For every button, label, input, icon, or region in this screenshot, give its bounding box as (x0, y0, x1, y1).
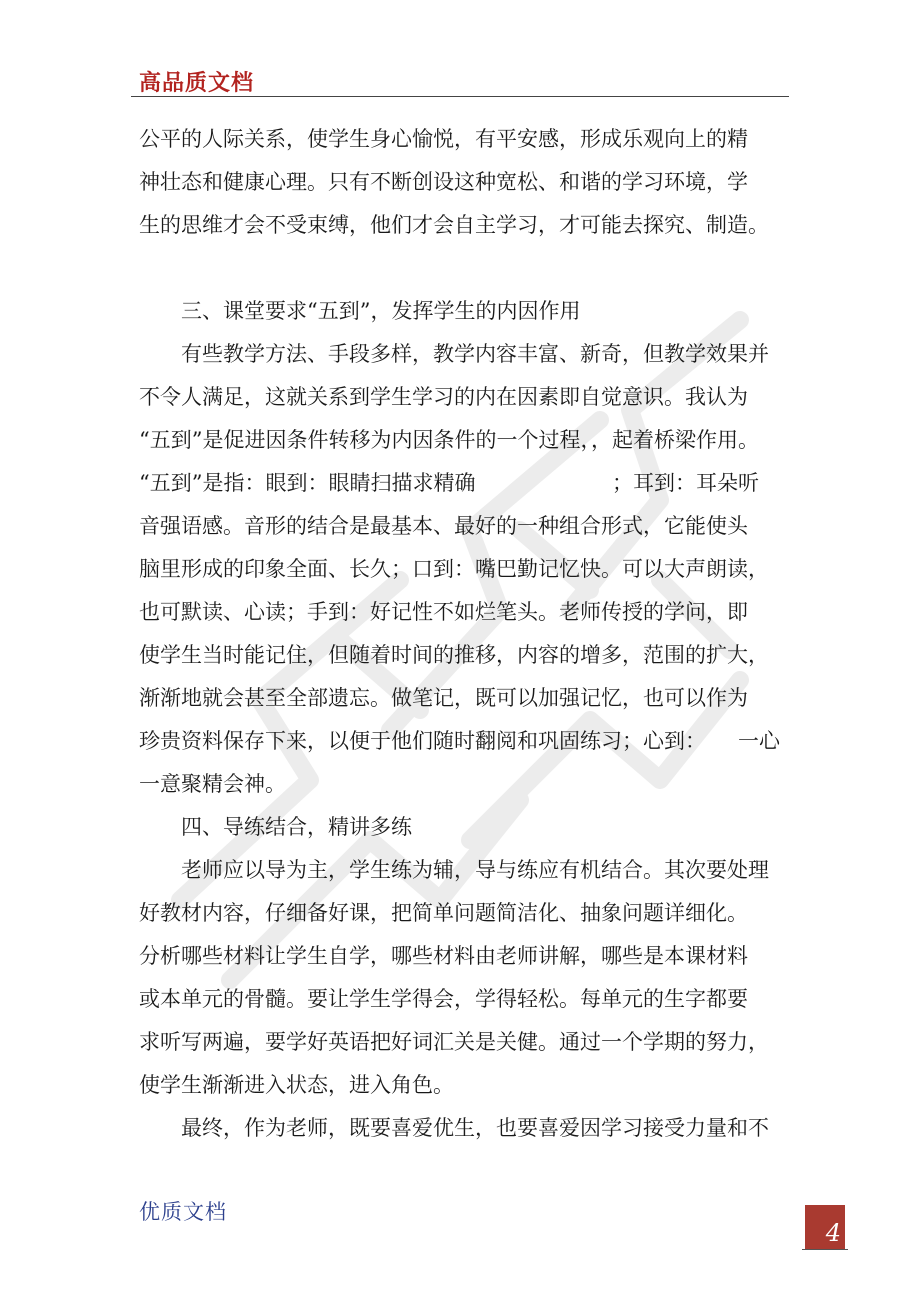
section-heading-three: 三、课堂要求“五到”，发挥学生的内因作用 (181, 299, 581, 323)
body-line: 不令人满足，这就关系到学生学习的内在因素即自觉意识。我认为 (139, 385, 748, 409)
body-line: “五到”是指：眼到：眼睛扫描求精确 (139, 471, 476, 495)
body-line: 也可默读、心读；手到：好记性不如烂笔头。老师传授的学问，即 (139, 600, 748, 624)
body-line: 音强语感。音形的结合是最基本、最好的一种组合形式，它能使头 (139, 514, 748, 538)
body-line: 使学生渐渐进入状态，进入角色。 (139, 1073, 454, 1097)
body-line: “五到”是促进因条件转移为内因条件的一个过程，，起着桥梁作用。 (139, 428, 759, 452)
page-number-badge (805, 1205, 845, 1249)
body-line: 神壮态和健康心理。只有不断创设这种宽松、和谐的学习环境，学 (139, 170, 748, 194)
body-line: 使学生当时能记住，但随着时间的推移，内容的增多，范围的扩大， (139, 643, 769, 667)
footer-title: 优质文档 (139, 1200, 227, 1224)
section-heading-four: 四、导练结合，精讲多练 (181, 815, 412, 839)
body-line: 老师应以导为主，学生练为辅，导与练应有机结合。其次要处理 (181, 858, 769, 882)
body-line: 求听写两遍，要学好英语把好词汇关是关健。通过一个学期的努力， (139, 1030, 769, 1054)
body-line: 或本单元的骨髓。要让学生学得会，学得轻松。每单元的生字都要 (139, 987, 748, 1011)
body-line: 有些教学方法、手段多样，教学内容丰富、新奇，但教学效果并 (181, 342, 769, 366)
body-line: 一意聚精会神。 (139, 772, 286, 796)
body-line: ；耳到：耳朵听 (612, 471, 759, 495)
header-title: 高品质文档 (139, 71, 255, 96)
page-number: 4 (825, 1219, 841, 1247)
body-line: 生的思维才会不受束缚，他们才会自主学习，才可能去探究、制造。 (139, 213, 769, 237)
body-line: 一心 (738, 729, 780, 753)
body-line: 公平的人际关系，使学生身心愉悦，有平安感，形成乐观向上的精 (139, 127, 748, 151)
body-line: 渐渐地就会甚至全部遗忘。做笔记，既可以加强记忆，也可以作为 (139, 686, 748, 710)
body-line: 珍贵资料保存下来，以便于他们随时翻阅和巩固练习；心到： (139, 729, 706, 753)
body-line: 脑里形成的印象全面、长久；口到：嘴巴勤记忆快。可以大声朗读， (139, 557, 769, 581)
footer-divider (802, 1249, 848, 1250)
body-line: 最终，作为老师，既要喜爱优生，也要喜爱因学习接受力量和不 (181, 1116, 769, 1140)
body-line: 好教材内容，仔细备好课，把简单问题简洁化、抽象问题详细化。 (139, 901, 748, 925)
body-line: 分析哪些材料让学生自学，哪些材料由老师讲解，哪些是本课材料 (139, 944, 748, 968)
